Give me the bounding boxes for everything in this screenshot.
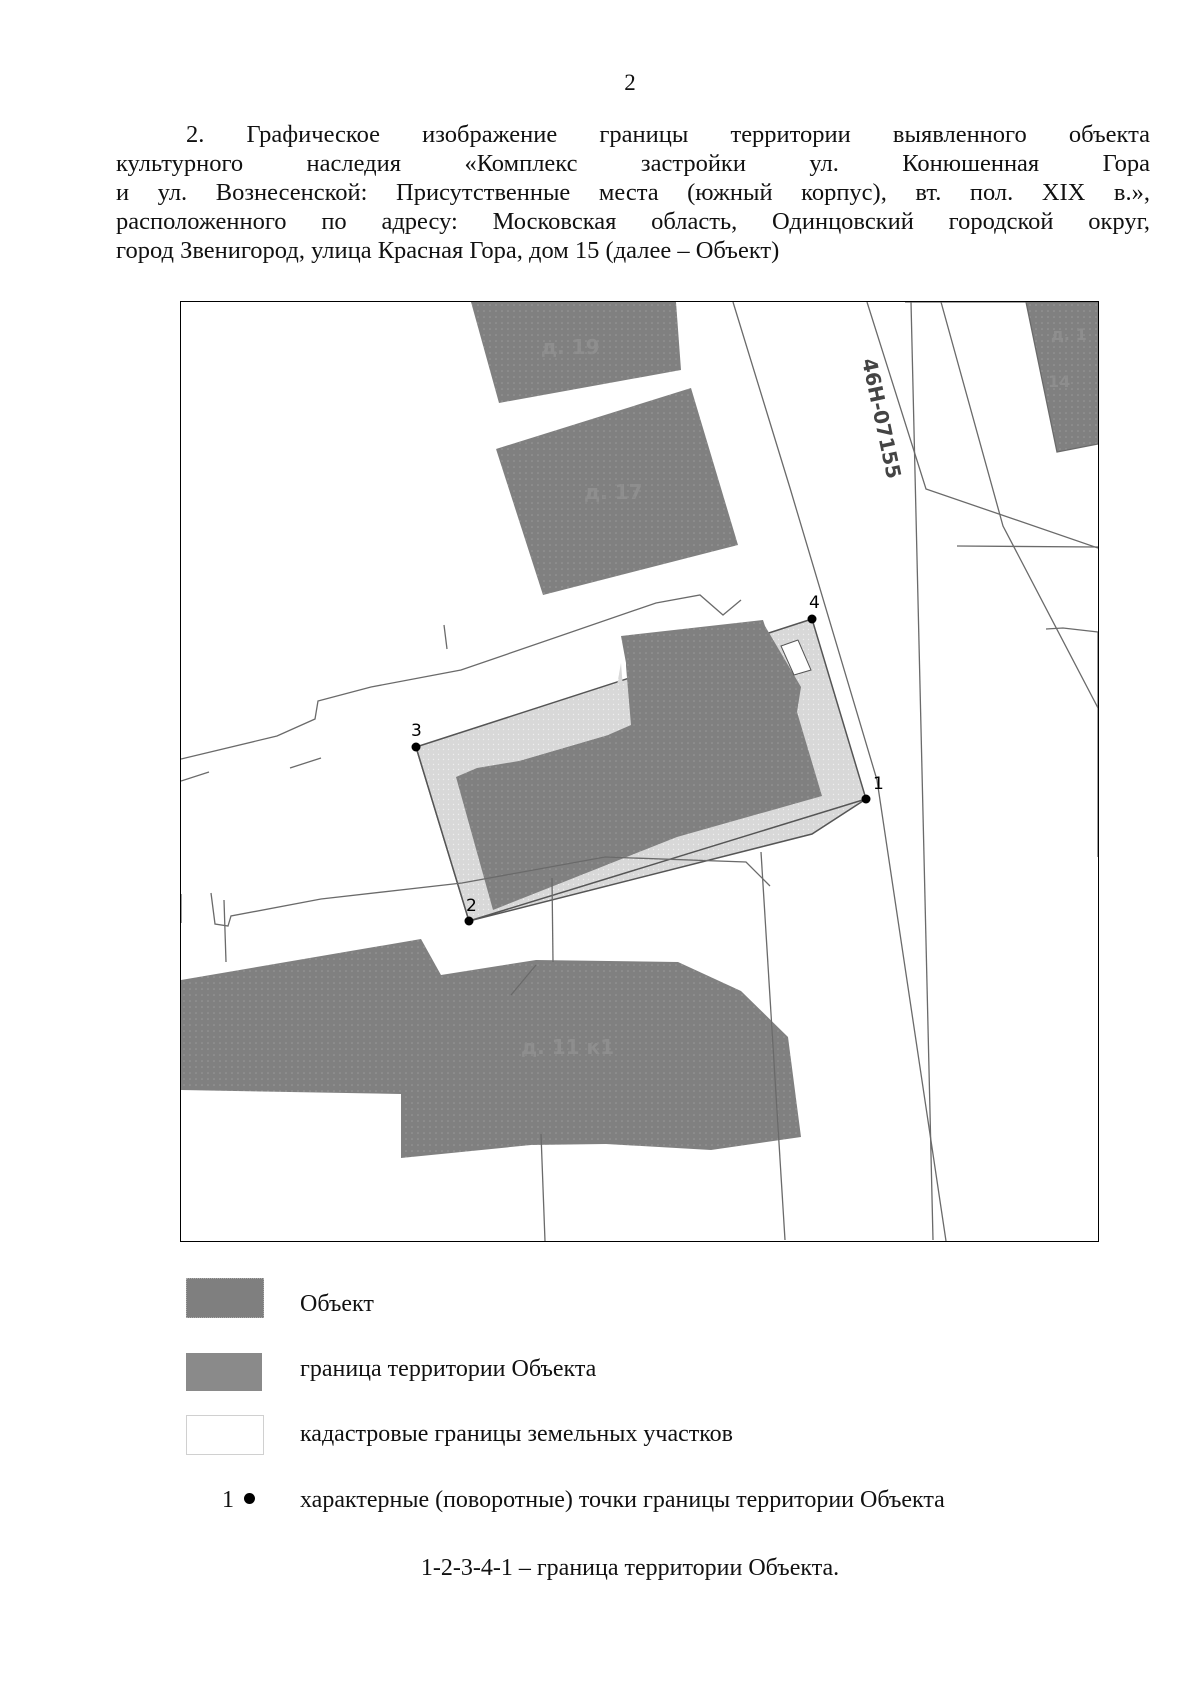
page-number: 2 xyxy=(624,70,636,95)
legend-point-symbol xyxy=(222,1487,255,1514)
legend-cadastral-label: кадастровые границы земельных участков xyxy=(300,1421,734,1447)
point-2 xyxy=(465,917,474,926)
point-2-label: 2 xyxy=(466,896,477,916)
legend-points-label: характерные (поворотные) точки границы территории Объекта xyxy=(300,1487,945,1513)
intro-line-4: расположенного по адресу: Московская область, Одинцовский городской округ, xyxy=(116,208,1150,235)
legend-boundary-swatch xyxy=(186,1353,262,1391)
building-label-d1: д. 1 xyxy=(1051,325,1087,344)
legend-point-number: 1 xyxy=(222,1487,234,1513)
site-map xyxy=(180,301,1099,1242)
point-4-label: 4 xyxy=(809,593,820,613)
building-label-14: 14 xyxy=(1048,372,1071,391)
boundary-sequence: 1-2-3-4-1 – граница территории Объекта. xyxy=(420,1555,840,1581)
intro-line-1: 2. Графическое изображение границы территории выявленного объекта xyxy=(186,121,1150,148)
point-dot-icon xyxy=(244,1493,255,1504)
point-1 xyxy=(862,795,871,804)
point-3-label: 3 xyxy=(411,721,422,741)
point-4 xyxy=(808,615,817,624)
building-label-d11k1: д. 11 к1 xyxy=(521,1035,614,1059)
legend-object-label: Объект xyxy=(300,1291,374,1317)
point-1-label: 1 xyxy=(873,774,884,794)
legend-object-swatch xyxy=(186,1278,264,1318)
site-map-svg xyxy=(181,302,1098,1241)
point-3 xyxy=(412,743,421,752)
building-label-d17: д. 17 xyxy=(584,480,643,504)
intro-paragraph xyxy=(116,120,1150,265)
intro-line-2: культурного наследия «Комплекс застройки ул. Конюшенная Гора xyxy=(116,150,1150,177)
legend-boundary-label: граница территории Объекта xyxy=(300,1356,597,1382)
intro-line-5: город Звенигород, улица Красная Гора, дом 15 (далее – Объект) xyxy=(116,237,780,264)
intro-line-3: и ул. Вознесенской: Присутственные места (южный корпус), вт. пол. XIX в.», xyxy=(116,179,1150,206)
legend-cadastral-swatch xyxy=(186,1415,264,1455)
road-label: 46Н-07155 xyxy=(857,356,907,481)
building-label-d19: д. 19 xyxy=(541,335,600,359)
building-d11k1 xyxy=(181,939,801,1158)
